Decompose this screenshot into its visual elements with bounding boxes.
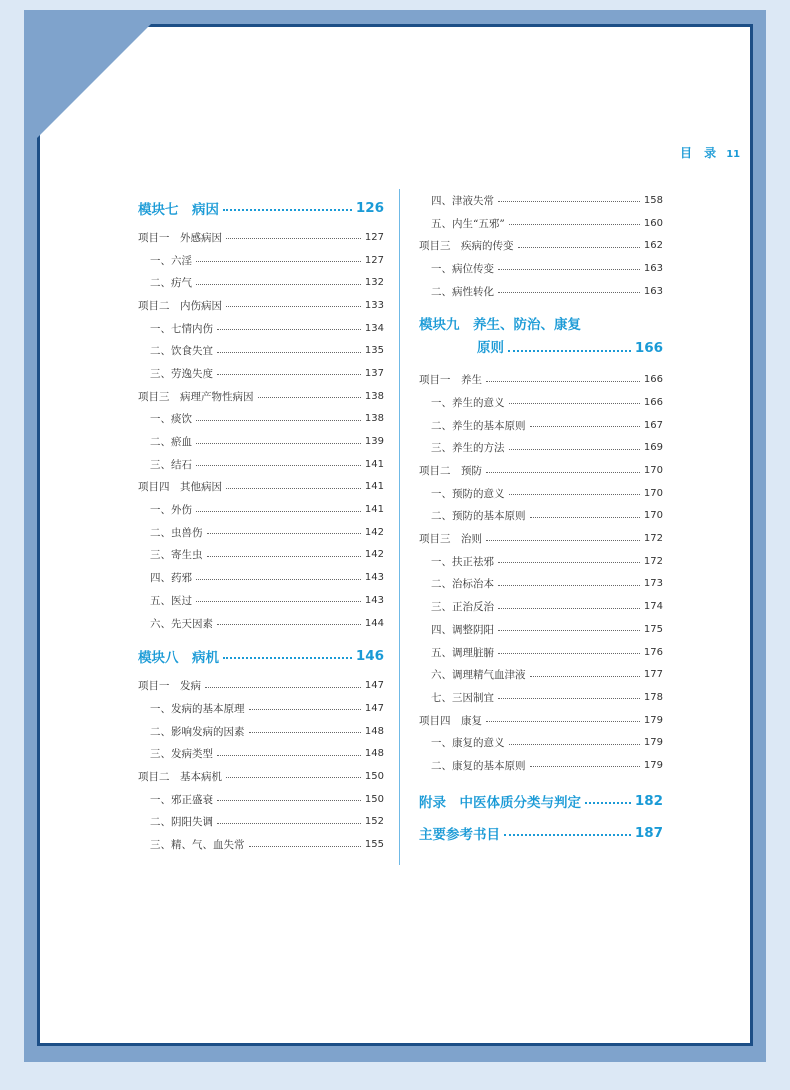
- entry-title: 二、饮食失宜: [150, 345, 213, 358]
- toc-subsection-entry[interactable]: [138, 612, 384, 635]
- entry-title: 项目四 康复: [419, 714, 482, 727]
- entry-page: 163: [643, 262, 663, 274]
- toc-module-8[interactable]: [138, 646, 384, 666]
- leader-dots: [226, 776, 361, 778]
- entry-page: 155: [364, 839, 384, 851]
- entry-title: 二、养生的基本原则: [431, 419, 526, 432]
- module-page: 126: [355, 200, 384, 216]
- entry-title: 项目一 外感病因: [138, 231, 222, 244]
- entry-page: 143: [364, 572, 384, 584]
- leader-dots: [585, 802, 631, 804]
- toc-subsection-entry[interactable]: [138, 498, 384, 521]
- toc-subsection-entry[interactable]: [419, 437, 663, 460]
- leader-dots: [486, 380, 640, 382]
- appendix-page: 182: [634, 792, 663, 809]
- entry-page: 175: [643, 623, 663, 635]
- toc-subsection-entry[interactable]: [419, 754, 663, 777]
- entry-title: 一、养生的意义: [431, 396, 505, 409]
- entry-page: 150: [364, 770, 384, 782]
- entry-title: 一、七情内伤: [150, 322, 213, 335]
- entry-title: 项目三 病理产物性病因: [138, 390, 254, 403]
- leader-dots: [196, 283, 361, 285]
- entry-page: 179: [643, 737, 663, 749]
- leader-dots: [223, 657, 352, 659]
- toc-subsection-entry[interactable]: [419, 663, 663, 686]
- toc-subsection-entry[interactable]: [419, 189, 663, 212]
- leader-dots: [509, 402, 640, 404]
- leader-dots: [509, 493, 640, 495]
- toc-left-column: [138, 198, 384, 856]
- running-header: [680, 144, 740, 161]
- entry-title: 三、发病类型: [150, 748, 213, 761]
- entry-page: 138: [364, 390, 384, 402]
- entry-page: 138: [364, 413, 384, 425]
- entry-title: 项目四 其他病因: [138, 481, 222, 494]
- leader-dots: [498, 629, 640, 631]
- references-page: 187: [634, 824, 663, 841]
- entry-page: 166: [643, 396, 663, 408]
- entry-title: 一、邪正盛衰: [150, 793, 213, 806]
- entry-title: 二、虫兽伤: [150, 526, 203, 539]
- leader-dots: [217, 822, 361, 824]
- entry-title: 项目二 预防: [419, 465, 482, 478]
- references-title: 主要参考书目: [419, 826, 500, 843]
- entry-title: 二、瘀血: [150, 436, 192, 449]
- toc-subsection-entry[interactable]: [138, 833, 384, 856]
- toc-right-column: [419, 189, 663, 843]
- entry-title: 一、扶正祛邪: [431, 555, 494, 568]
- toc-list-m9: [419, 368, 663, 776]
- leader-dots: [486, 471, 640, 473]
- entry-title: 二、疠气: [150, 277, 192, 290]
- toc-list-continued: [419, 189, 663, 302]
- entry-title: 三、结石: [150, 458, 192, 471]
- leader-dots: [498, 607, 640, 609]
- entry-page: 160: [643, 217, 663, 229]
- toc-section-entry[interactable]: [138, 294, 384, 317]
- leader-dots: [217, 754, 361, 756]
- entry-title: 五、调理脏腑: [431, 646, 494, 659]
- toc-subsection-entry[interactable]: [419, 550, 663, 573]
- entry-page: 158: [643, 194, 663, 206]
- entry-title: 一、六淫: [150, 254, 192, 267]
- leader-dots: [504, 834, 631, 836]
- toc-subsection-entry[interactable]: [419, 641, 663, 664]
- appendix-title: 附录 中医体质分类与判定: [419, 794, 581, 811]
- leader-dots: [509, 223, 640, 225]
- toc-subsection-entry[interactable]: [138, 811, 384, 834]
- toc-subsection-entry[interactable]: [138, 697, 384, 720]
- entry-page: 179: [643, 759, 663, 771]
- leader-dots: [217, 373, 361, 375]
- toc-subsection-entry[interactable]: [138, 249, 384, 272]
- entry-page: 179: [643, 714, 663, 726]
- toc-subsection-entry[interactable]: [138, 589, 384, 612]
- entry-title: 五、内生“五邪”: [431, 217, 505, 230]
- entry-title: 项目二 基本病机: [138, 770, 222, 783]
- entry-page: 172: [643, 555, 663, 567]
- entry-page: 176: [643, 646, 663, 658]
- toc-module-7[interactable]: [138, 198, 384, 218]
- leader-dots: [498, 291, 640, 293]
- entry-title: 项目三 疾病的传变: [419, 240, 514, 253]
- toc-section-entry[interactable]: [419, 234, 663, 257]
- leader-dots: [196, 442, 361, 444]
- leader-dots: [217, 799, 361, 801]
- entry-page: 144: [364, 617, 384, 629]
- toc-subsection-entry[interactable]: [138, 271, 384, 294]
- toc-subsection-entry[interactable]: [419, 618, 663, 641]
- entry-title: 六、调理精气血津液: [431, 669, 526, 682]
- entry-page: 141: [364, 481, 384, 493]
- leader-dots: [223, 209, 352, 211]
- entry-title: 五、医过: [150, 594, 192, 607]
- toc-subsection-entry[interactable]: [419, 573, 663, 596]
- leader-dots: [498, 697, 640, 699]
- entry-page: 135: [364, 345, 384, 357]
- entry-page: 170: [643, 465, 663, 477]
- toc-subsection-entry[interactable]: [138, 720, 384, 743]
- leader-dots: [509, 448, 640, 450]
- entry-page: 169: [643, 442, 663, 454]
- leader-dots: [486, 720, 640, 722]
- leader-dots: [249, 731, 361, 733]
- toc-subsection-entry[interactable]: [138, 339, 384, 362]
- module-title-line2-row: [419, 337, 663, 360]
- entry-page: 173: [643, 578, 663, 590]
- module-page: 166: [634, 340, 663, 357]
- toc-section-entry[interactable]: [419, 368, 663, 391]
- entry-page: 127: [364, 254, 384, 266]
- entry-title: 七、三因制宜: [431, 691, 494, 704]
- entry-page: 150: [364, 793, 384, 805]
- entry-title: 四、药邪: [150, 572, 192, 585]
- module-page: 146: [355, 648, 384, 665]
- leader-dots: [498, 584, 640, 586]
- toc-section-entry[interactable]: [138, 765, 384, 788]
- toc-subsection-entry[interactable]: [419, 482, 663, 505]
- entry-page: 170: [643, 510, 663, 522]
- entry-page: 142: [364, 526, 384, 538]
- toc-section-entry[interactable]: [138, 226, 384, 249]
- toc-section-entry[interactable]: [138, 476, 384, 499]
- entry-page: 139: [364, 436, 384, 448]
- toc-subsection-entry[interactable]: [138, 408, 384, 431]
- toc-appendix[interactable]: [419, 791, 663, 811]
- entry-page: 174: [643, 601, 663, 613]
- module-title-line1: 模块九 养生、防治、康复: [419, 317, 581, 334]
- entry-title: 一、康复的意义: [431, 737, 505, 750]
- entry-page: 152: [364, 816, 384, 828]
- entry-page: 177: [643, 669, 663, 681]
- entry-page: 148: [364, 725, 384, 737]
- header-page-number: 11: [726, 149, 741, 160]
- toc-references[interactable]: [419, 823, 663, 843]
- leader-dots: [530, 675, 640, 677]
- entry-page: 147: [364, 702, 384, 714]
- entry-title: 四、调整阴阳: [431, 623, 494, 636]
- entry-title: 三、正治反治: [431, 601, 494, 614]
- entry-page: 172: [643, 533, 663, 545]
- entry-title: 三、劳逸失度: [150, 367, 213, 380]
- entry-page: 148: [364, 748, 384, 760]
- toc-list-m8: [138, 674, 384, 856]
- entry-page: 141: [364, 504, 384, 516]
- toc-subsection-entry[interactable]: [138, 788, 384, 811]
- toc-section-entry[interactable]: [138, 385, 384, 408]
- entry-page: 166: [643, 374, 663, 386]
- entry-title: 二、病性转化: [431, 285, 494, 298]
- leader-dots: [509, 743, 640, 745]
- leader-dots: [530, 425, 640, 427]
- toc-module-9[interactable]: [419, 314, 663, 360]
- leader-dots: [498, 561, 640, 563]
- module-title-line2: 原则: [477, 340, 504, 357]
- entry-title: 三、养生的方法: [431, 442, 505, 455]
- toc-list-m7: [138, 226, 384, 634]
- leader-dots: [196, 260, 361, 262]
- entry-page: 133: [364, 299, 384, 311]
- leader-dots: [530, 516, 640, 518]
- leader-dots: [196, 419, 361, 421]
- leader-dots: [498, 268, 640, 270]
- entry-page: 132: [364, 277, 384, 289]
- leader-dots: [249, 845, 361, 847]
- toc-section-entry[interactable]: [419, 527, 663, 550]
- leader-dots: [226, 237, 361, 239]
- toc-subsection-entry[interactable]: [138, 742, 384, 765]
- leader-dots: [196, 510, 361, 512]
- toc-subsection-entry[interactable]: [419, 731, 663, 754]
- toc-subsection-entry[interactable]: [419, 414, 663, 437]
- leader-dots: [498, 200, 640, 202]
- toc-subsection-entry[interactable]: [419, 686, 663, 709]
- toc-subsection-entry[interactable]: [419, 212, 663, 235]
- toc-subsection-entry[interactable]: [419, 505, 663, 528]
- entry-title: 二、治标治本: [431, 578, 494, 591]
- header-title: 目 录: [680, 146, 721, 160]
- toc-subsection-entry[interactable]: [138, 521, 384, 544]
- entry-page: 162: [643, 240, 663, 252]
- leader-dots: [518, 246, 640, 248]
- entry-page: 143: [364, 594, 384, 606]
- toc-section-entry[interactable]: [419, 459, 663, 482]
- toc-subsection-entry[interactable]: [138, 362, 384, 385]
- entry-title: 项目三 治则: [419, 533, 482, 546]
- entry-title: 二、预防的基本原则: [431, 510, 526, 523]
- entry-page: 137: [364, 367, 384, 379]
- toc-subsection-entry[interactable]: [138, 544, 384, 567]
- entry-title: 六、先天因素: [150, 617, 213, 630]
- entry-page: 178: [643, 691, 663, 703]
- entry-title: 项目二 内伤病因: [138, 299, 222, 312]
- leader-dots: [530, 765, 640, 767]
- entry-title: 项目一 发病: [138, 680, 201, 693]
- entry-page: 134: [364, 322, 384, 334]
- toc-subsection-entry[interactable]: [419, 280, 663, 303]
- leader-dots: [249, 708, 361, 710]
- entry-title: 一、外伤: [150, 504, 192, 517]
- entry-page: 142: [364, 549, 384, 561]
- entry-title: 四、津液失常: [431, 194, 494, 207]
- entry-page: 127: [364, 231, 384, 243]
- leader-dots: [486, 539, 640, 541]
- entry-title: 三、寄生虫: [150, 549, 203, 562]
- entry-title: 二、影响发病的因素: [150, 725, 245, 738]
- entry-title: 一、痰饮: [150, 413, 192, 426]
- leader-dots: [226, 305, 361, 307]
- entry-page: 170: [643, 487, 663, 499]
- toc-subsection-entry[interactable]: [138, 566, 384, 589]
- toc-subsection-entry[interactable]: [138, 430, 384, 453]
- leader-dots: [258, 396, 361, 398]
- entry-page: 147: [364, 680, 384, 692]
- entry-page: 167: [643, 419, 663, 431]
- entry-title: 二、阴阳失调: [150, 816, 213, 829]
- entry-page: 141: [364, 458, 384, 470]
- entry-title: 一、病位传变: [431, 262, 494, 275]
- toc-subsection-entry[interactable]: [419, 595, 663, 618]
- entry-title: 项目一 养生: [419, 374, 482, 387]
- leader-dots: [196, 600, 361, 602]
- toc-subsection-entry[interactable]: [419, 391, 663, 414]
- leader-dots: [498, 652, 640, 654]
- entry-page: 163: [643, 285, 663, 297]
- entry-title: 一、发病的基本原理: [150, 702, 245, 715]
- leader-dots: [205, 686, 361, 688]
- toc-section-entry[interactable]: [419, 709, 663, 732]
- leader-dots: [217, 351, 361, 353]
- module-title: 模块八 病机: [138, 650, 219, 667]
- entry-title: 三、精、气、血失常: [150, 839, 245, 852]
- page-corner-fold: [35, 22, 153, 140]
- leader-dots: [207, 555, 361, 557]
- toc-section-entry[interactable]: [138, 674, 384, 697]
- leader-dots: [207, 532, 361, 534]
- leader-dots: [217, 623, 361, 625]
- leader-dots: [226, 487, 361, 489]
- entry-title: 一、预防的意义: [431, 487, 505, 500]
- column-divider: [399, 189, 400, 865]
- toc-subsection-entry[interactable]: [138, 317, 384, 340]
- toc-subsection-entry[interactable]: [419, 257, 663, 280]
- entry-title: 二、康复的基本原则: [431, 759, 526, 772]
- module-title: 模块七 病因: [138, 202, 219, 218]
- leader-dots: [508, 350, 631, 352]
- leader-dots: [196, 464, 361, 466]
- leader-dots: [217, 328, 361, 330]
- leader-dots: [196, 578, 361, 580]
- toc-subsection-entry[interactable]: [138, 453, 384, 476]
